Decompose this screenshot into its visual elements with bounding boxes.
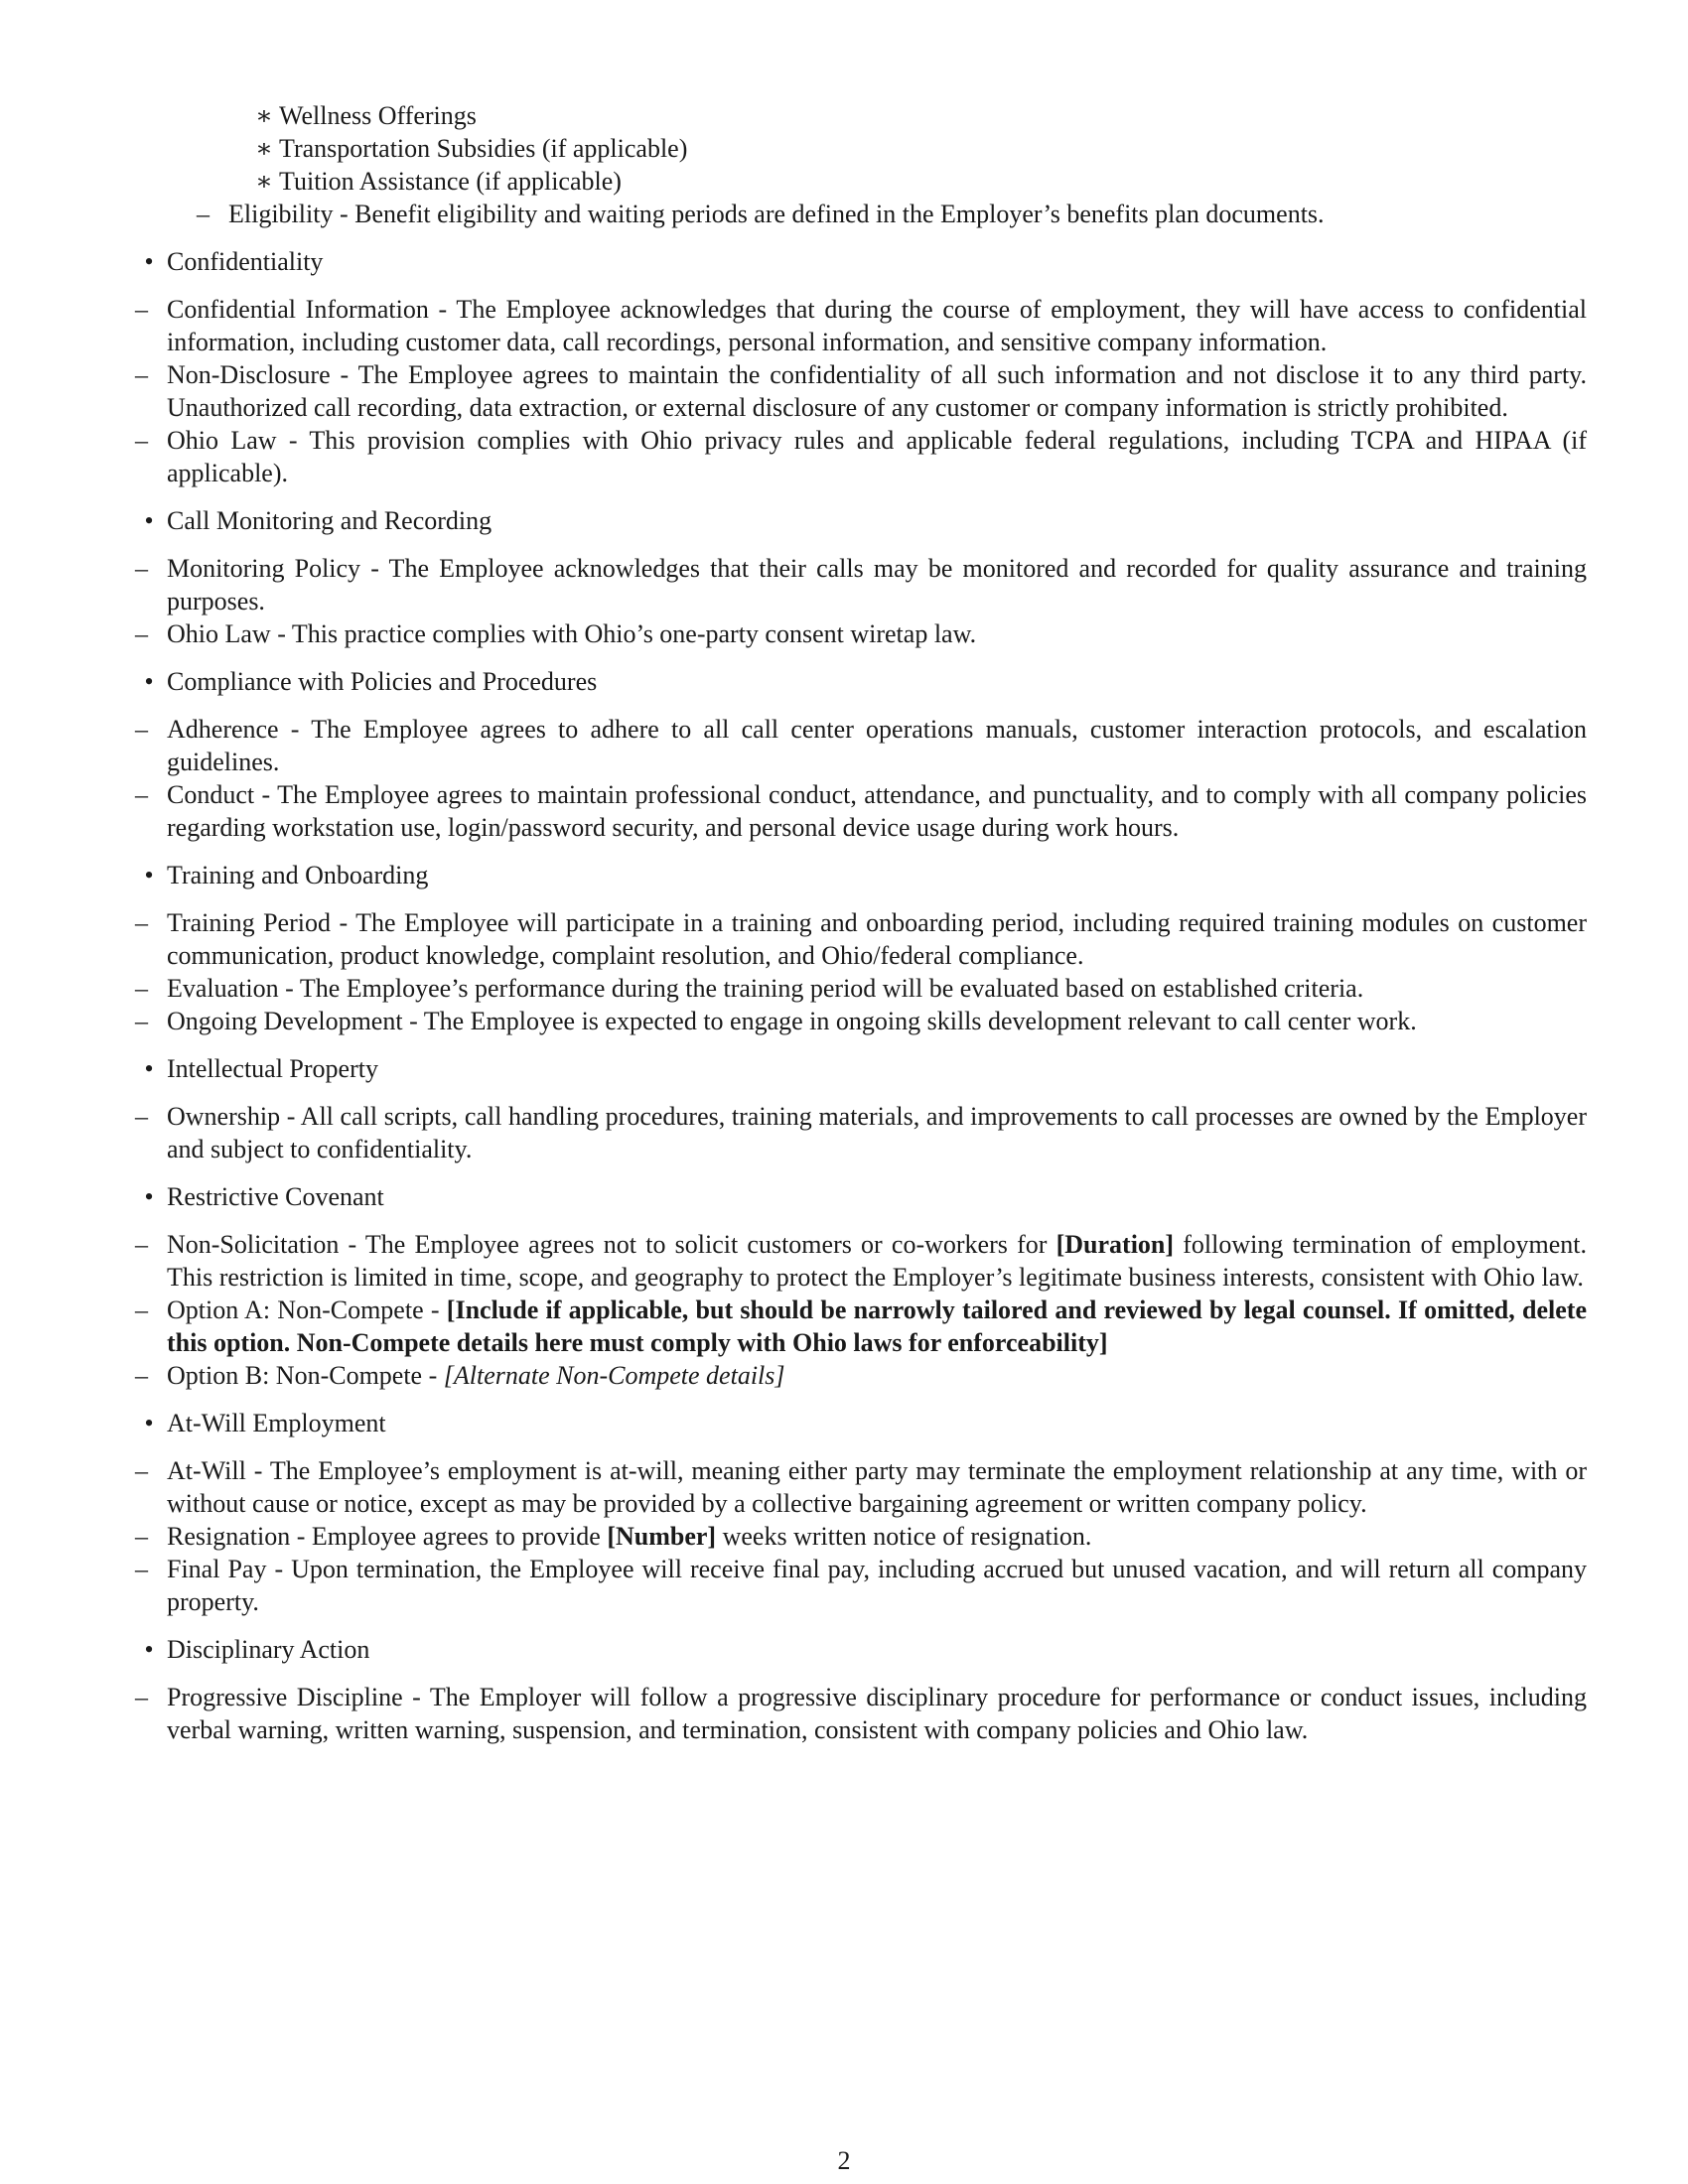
bullet-icon: • (144, 1054, 154, 1083)
page-number: 2 (837, 2146, 851, 2175)
list-item: – Progressive Discipline - The Employer will follow a progressive disciplinary procedure for performance or conduct issues, including verbal warning, written warning, suspension, and termination, consistent with company policies and Ohio law. (135, 1683, 1587, 1744)
bullet-icon: • (144, 1635, 154, 1664)
placeholder-duration: [Duration] (1055, 1230, 1175, 1259)
list-item: – Final Pay - Upon termination, the Employee will receive final pay, including accrued but unused vacation, and will return all company property. (135, 1555, 1587, 1616)
sections-list (135, 245, 1587, 1746)
list-item: – Option B: Non-Compete - [Alternate Non-Compete details] (135, 1361, 785, 1390)
dash-bullet-icon: – (135, 715, 148, 744)
bullet-icon: • (144, 1409, 154, 1437)
list-item: – Ongoing Development - The Employee is expected to engage in ongoing skills development relevant to call center work. (135, 1007, 1417, 1035)
bullet-icon: • (144, 247, 154, 276)
section-confidentiality (135, 245, 1587, 489)
dash-bullet-icon: – (135, 1555, 148, 1583)
list-item: – Evaluation - The Employee’s performance during the training period will be evaluated based on established criteria. (135, 974, 1364, 1003)
section-items (105, 293, 1587, 489)
placeholder-number: [Number] (607, 1522, 717, 1551)
list-item: – Ohio Law - This practice complies with Ohio’s one-party consent wiretap law. (135, 619, 977, 648)
dash-bullet-icon: – (197, 200, 210, 228)
eligibility-list (167, 198, 1587, 230)
section-disciplinary (135, 1633, 1587, 1746)
section-title: Confidentiality (167, 247, 324, 276)
section-intellectual-property (135, 1052, 1587, 1165)
list-item: – Adherence - The Employee agrees to adhere to all call center operations manuals, customer interaction protocols, and escalation guidelines. (135, 715, 1587, 776)
list-item: – Monitoring Policy - The Employee acknowledges that their calls may be monitored and recorded for quality assurance and training purposes. (135, 554, 1587, 615)
dash-bullet-icon: – (135, 426, 148, 455)
dash-bullet-icon: – (135, 1361, 148, 1390)
list-item: – Option A: Non-Compete - [Include if applicable, but should be narrowly tailored and reviewed by legal counsel. If omitted, delete this option. Non-Compete details here must comply with Ohio laws for enforceability] (135, 1296, 1587, 1357)
section-at-will (135, 1407, 1587, 1618)
list-item: – Resignation - Employee agrees to provide [Number] weeks written notice of resignation. (135, 1522, 1092, 1551)
section-items (105, 552, 1587, 650)
section-items (105, 1100, 1587, 1165)
dash-bullet-icon: – (135, 1683, 148, 1711)
bullet-icon: • (144, 667, 154, 696)
section-items (105, 1681, 1587, 1746)
list-item: – Conduct - The Employee agrees to maintain professional conduct, attendance, and punctuality, and to comply with all company policies regarding workstation use, login/password security, and personal device usage during work hours. (135, 780, 1587, 842)
list-item: – Training Period - The Employee will participate in a training and onboarding period, including required training modules on customer communication, product knowledge, complaint resolution, and Ohio/federal compliance. (135, 908, 1587, 970)
benefits-sublist (167, 99, 1587, 198)
section-title: Intellectual Property (167, 1054, 378, 1083)
option-b-note: [Alternate Non-Compete details] (443, 1361, 785, 1390)
list-item: – Non-Solicitation - The Employee agrees not to solicit customers or co-workers for [Duration] following termination of employment. This restriction is limited in time, scope, and geography to protect the Employer’s legitimate business interests, consistent with Ohio law. (135, 1230, 1587, 1292)
dash-bullet-icon: – (135, 780, 148, 809)
section-title: Compliance with Policies and Procedures (167, 667, 598, 696)
dash-bullet-icon: – (135, 295, 148, 324)
section-items (105, 1454, 1587, 1618)
dash-bullet-icon: – (135, 1007, 148, 1035)
dash-bullet-icon: – (135, 974, 148, 1003)
section-title: Restrictive Covenant (167, 1182, 384, 1211)
section-title: Call Monitoring and Recording (167, 506, 492, 535)
star-bullet-icon: ∗ (255, 134, 273, 163)
dash-bullet-icon: – (135, 1522, 148, 1551)
document-body (135, 99, 1587, 1746)
section-items (105, 713, 1587, 844)
dash-bullet-icon: – (135, 908, 148, 937)
option-a-note: [Include if applicable, but should be narrowly tailored and reviewed by legal counsel. If omitted, delete this option. Non-Compete details here must comply with Ohio laws for enforceability] (167, 1296, 1587, 1357)
dash-bullet-icon: – (135, 554, 148, 583)
section-items (105, 1228, 1587, 1392)
section-title: At-Will Employment (167, 1409, 386, 1437)
list-item: – Ohio Law - This provision complies with Ohio privacy rules and applicable federal regulations, including TCPA and HIPAA (if applicable). (135, 426, 1587, 487)
dash-bullet-icon: – (135, 1102, 148, 1131)
bullet-icon: • (144, 506, 154, 535)
list-item: – Non-Disclosure - The Employee agrees to maintain the confidentiality of all such information and not disclose it to any third party. Unauthorized call recording, data extraction, or external disclosure of any customer or company information is strictly prohibited. (135, 360, 1587, 422)
dash-bullet-icon: – (135, 619, 148, 648)
dash-bullet-icon: – (135, 360, 148, 389)
star-bullet-icon: ∗ (255, 167, 273, 196)
dash-bullet-icon: – (135, 1296, 148, 1324)
bullet-icon: • (144, 861, 154, 889)
section-training (135, 859, 1587, 1037)
list-item: – Eligibility - Benefit eligibility and waiting periods are defined in the Employer’s benefits plan documents. (197, 200, 1325, 228)
list-item: – At-Will - The Employee’s employment is at-will, meaning either party may terminate the employment relationship at any time, with or without cause or notice, except as may be provided by a collective bargaining agreement or written company policy. (135, 1456, 1587, 1518)
section-items (105, 906, 1587, 1037)
bullet-icon: • (144, 1182, 154, 1211)
list-item: – Confidential Information - The Employee acknowledges that during the course of employment, they will have access to confidential information, including customer data, call recordings, personal information, and sensitive company information. (135, 295, 1587, 356)
list-item: ∗ Tuition Assistance (if applicable) (255, 167, 622, 196)
star-bullet-icon: ∗ (255, 101, 273, 130)
list-item: ∗ Wellness Offerings (255, 101, 477, 130)
section-call-monitoring (135, 504, 1587, 650)
section-compliance (135, 665, 1587, 844)
section-restrictive-covenant (135, 1180, 1587, 1392)
dash-bullet-icon: – (135, 1230, 148, 1259)
list-item: – Ownership - All call scripts, call handling procedures, training materials, and improvements to call processes are owned by the Employer and subject to confidentiality. (135, 1102, 1587, 1163)
section-title: Training and Onboarding (167, 861, 429, 889)
list-item: ∗ Transportation Subsidies (if applicable) (255, 134, 688, 163)
dash-bullet-icon: – (135, 1456, 148, 1485)
section-title: Disciplinary Action (167, 1635, 370, 1664)
